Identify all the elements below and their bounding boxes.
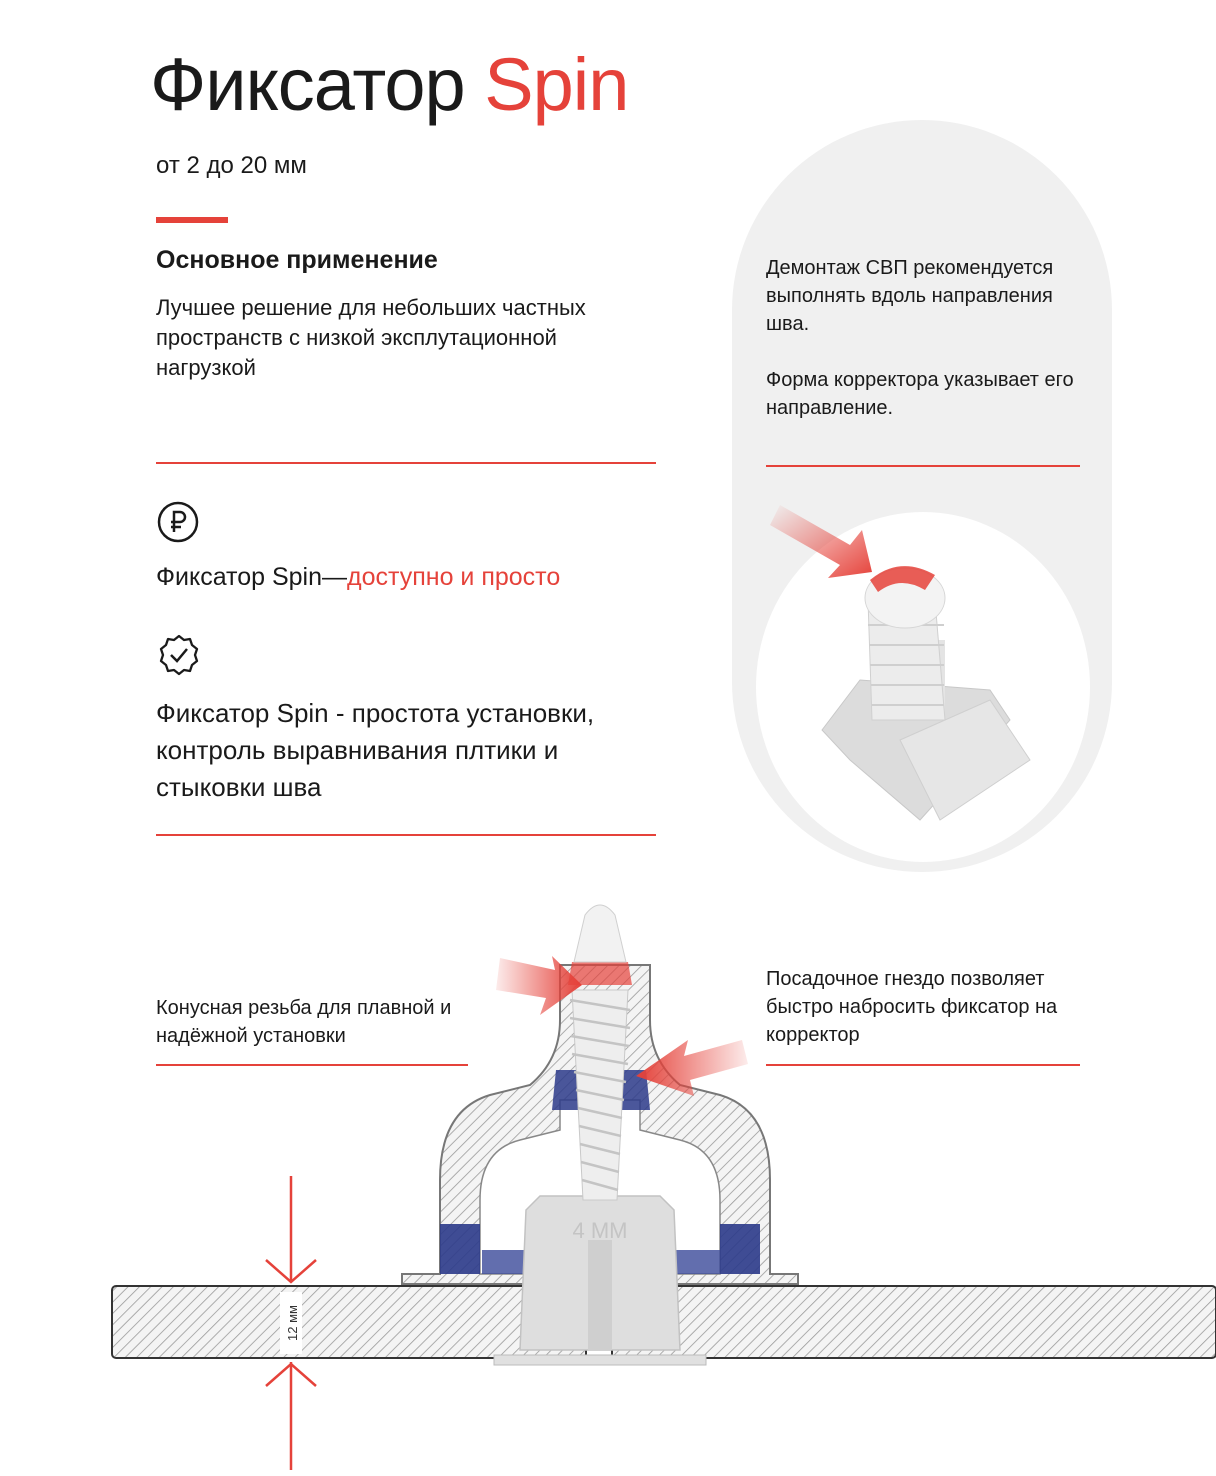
thickness-label: 12 мм (285, 1305, 300, 1341)
size-range: от 2 до 20 мм (156, 152, 307, 179)
application-body: Лучшее решение для небольших частных пространств с низкой эксплутационной нагрузкой (156, 295, 586, 380)
title-main: Фиксатор (150, 43, 485, 126)
seat-callout: Посадочное гнездо позволяет быстро набросить фиксатор на корректор (766, 968, 1058, 1046)
dismantle-paragraph-2: Форма корректора указывает его направление. (766, 369, 1074, 419)
feature-price-accent: доступно и просто (347, 563, 561, 591)
divider (766, 1064, 1080, 1066)
divider (156, 1064, 468, 1066)
dismantle-paragraph-1: Демонтаж СВП рекомендуется выполнять вдоль направления шва. (766, 257, 1054, 335)
feature-install: Фиксатор Spin - простота установки, контроль выравнивания плтики и стыковки шва (156, 698, 595, 802)
direction-arrow (770, 505, 872, 578)
title-accent: Spin (484, 43, 629, 126)
feature-price-main: Фиксатор Spin— (156, 563, 348, 591)
thread-callout: Конусная резьба для плавной и надёжной установки (156, 997, 452, 1047)
cap-label: 4 ММ (572, 1218, 628, 1243)
cap-photo (822, 566, 1030, 820)
application-heading: Основное применение (156, 246, 438, 274)
